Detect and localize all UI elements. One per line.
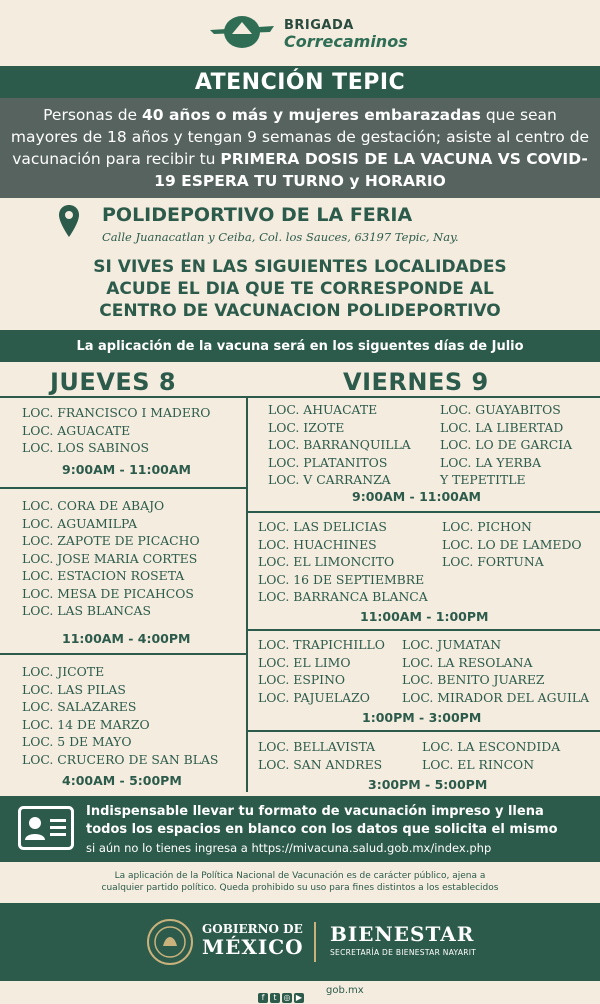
venue-address: Calle Juanacatlan y Ceiba, Col. los Sauces, 63197 Tepic, Nay.: [102, 230, 459, 244]
list-item: LOC. SAN ANDRES: [258, 756, 383, 772]
gob-mx-link[interactable]: gob.mx: [326, 985, 364, 996]
time-slot: 4:00AM - 5:00PM: [62, 773, 182, 788]
locality-list: [22, 497, 200, 620]
brand-name: BRIGADA: [284, 18, 354, 33]
list-item: LOC. 5 DE MAYO: [22, 734, 132, 749]
locality-list: [442, 518, 582, 571]
list-item: LOC. BELLAVISTA: [258, 739, 376, 754]
disclaimer: [40, 870, 560, 894]
twitter-icon[interactable]: t: [270, 993, 280, 1003]
requirements-text: [86, 803, 596, 857]
localities-notice: [0, 256, 600, 322]
list-item: LOC. LAS PILAS: [22, 681, 126, 697]
left-divider: [0, 653, 246, 655]
requirements-line: todos los espacios en blanco con los datos que solicita el mismo: [86, 822, 558, 837]
list-item: LOC. FORTUNA: [442, 554, 544, 569]
list-item: LOC. LO DE LAMEDO: [442, 536, 582, 552]
page-title: ATENCIÓN TEPIC: [194, 70, 406, 95]
list-item: LOC. GUAYABITOS: [440, 402, 561, 417]
list-item: LOC. LO DE GARCIA: [440, 437, 573, 452]
top-divider: [0, 396, 600, 398]
list-item: LOC. JOSE MARIA CORTES: [22, 550, 198, 566]
disclaimer-line: cualquier partido político. Queda prohibido su uso para fines distintos a los establecidos: [101, 883, 499, 893]
intro-highlight: PRIMERA DOSIS DE LA VACUNA VS COVID-19 ESPERA TU TURNO y HORARIO: [154, 150, 588, 190]
social-links: [258, 985, 306, 1002]
logo-separator: [314, 922, 316, 962]
list-item: LOC. EL RINCON: [422, 756, 535, 772]
notice-line: ACUDE EL DIA QUE TE CORRESPONDE AL: [106, 279, 494, 299]
list-item: LOC. EL LIMO: [258, 654, 351, 670]
id-card-icon: [18, 806, 74, 850]
day-thursday: JUEVES 8: [50, 368, 177, 396]
time-slot: 11:00AM - 4:00PM: [62, 631, 191, 646]
list-item: LOC. PLATANITOS: [268, 454, 388, 470]
list-item: LOC. LA YERBA: [440, 454, 542, 470]
list-item: LOC. PAJUELAZO: [258, 689, 370, 705]
list-item: LOC. 14 DE MARZO: [22, 716, 150, 732]
bienestar-subtitle: SECRETARÍA DE BIENESTAR NAYARIT: [330, 948, 477, 957]
list-item: LOC. AHUACATE: [268, 402, 378, 417]
locality-list: [258, 738, 382, 773]
locality-list: [22, 404, 210, 457]
locality-list: [258, 518, 428, 606]
facebook-icon[interactable]: f: [258, 993, 268, 1003]
intro-part: que sean mayores de 18 años y tengan 9 semanas de gestación; asiste al centro de vacunación para recibir tu: [10, 106, 590, 168]
locality-list: [268, 401, 411, 489]
list-item: LOC. AGUAMILPA: [22, 515, 138, 531]
left-divider: [0, 487, 246, 489]
time-slot: 1:00PM - 3:00PM: [362, 710, 482, 725]
list-item: LOC. CRUCERO DE SAN BLAS: [22, 751, 219, 767]
list-item: LOC. LAS DELICIAS: [258, 519, 387, 534]
list-item: LOC. MESA DE PICAHCOS: [22, 585, 194, 601]
location-pin-icon: [58, 204, 80, 238]
list-item: LOC. BENITO JUAREZ: [402, 672, 545, 687]
registration-link[interactable]: si aún no lo tienes ingresa a https://mivacuna.salud.gob.mx/index.php: [86, 841, 492, 855]
column-divider: [246, 396, 248, 792]
time-slot: 9:00AM - 11:00AM: [352, 489, 481, 504]
list-item: LOC. CORA DE ABAJO: [22, 498, 165, 513]
list-item: LOC. LOS SABINOS: [22, 440, 150, 455]
list-item: LOC. HUACHINES: [258, 536, 377, 552]
list-item: LOC. JUMATAN: [402, 637, 502, 652]
time-slot: 9:00AM - 11:00AM: [62, 462, 191, 477]
locality-list: [440, 401, 572, 489]
mexico-seal-icon: [146, 918, 194, 966]
day-friday: VIERNES 9: [343, 368, 489, 396]
intro-highlight: 40 años o más y mujeres embarazadas: [142, 106, 481, 124]
list-item: LOC. TRAPICHILLO: [258, 637, 385, 652]
requirements-line: Indispensable llevar tu formato de vacunación impreso y llena: [86, 804, 544, 819]
notice-line: SI VIVES EN LAS SIGUIENTES LOCALIDADES: [93, 257, 507, 277]
intro-text: [10, 104, 590, 192]
list-item: LOC. PICHON: [442, 519, 532, 534]
youtube-icon[interactable]: ▶: [295, 993, 303, 1002]
list-item: LOC. ESTACION ROSETA: [22, 568, 185, 583]
right-divider: [248, 629, 600, 631]
list-item: LOC. 16 DE SEPTIEMBRE: [258, 571, 425, 587]
list-item: LOC. LA ESCONDIDA: [422, 739, 561, 754]
list-item: LOC. LA LIBERTAD: [440, 419, 564, 435]
locality-list: [422, 738, 560, 773]
right-divider: [248, 511, 600, 513]
disclaimer-line: La aplicación de la Política Nacional de Vacunación es de carácter público, ajena a: [114, 871, 486, 881]
bienestar-name: BIENESTAR: [330, 922, 475, 946]
list-item: LOC. SALAZARES: [22, 699, 137, 714]
list-item: LOC. LAS BLANCAS: [22, 603, 151, 618]
dates-band-text: La aplicación de la vacuna será en los siguentes días de Julio: [76, 339, 524, 354]
list-item: Y TEPETITLE: [440, 472, 526, 487]
instagram-icon[interactable]: ◎: [283, 993, 291, 1002]
list-item: LOC. BARRANCA BLANCA: [258, 589, 428, 604]
list-item: LOC. FRANCISCO I MADERO: [22, 405, 211, 420]
gob-label: GOBIERNO DE: [202, 922, 303, 936]
brand-subtitle: Correcaminos: [284, 32, 408, 51]
gob-country: MÉXICO: [202, 935, 304, 959]
notice-line: CENTRO DE VACUNACION POLIDEPORTIVO: [99, 301, 501, 321]
list-item: LOC. AGUACATE: [22, 422, 131, 438]
list-item: LOC. V CARRANZA: [268, 472, 391, 487]
brigada-logo-icon: [210, 12, 274, 52]
list-item: LOC. JICOTE: [22, 664, 105, 679]
locality-list: [402, 636, 589, 706]
intro-part: Personas de: [43, 106, 142, 124]
list-item: LOC. MIRADOR DEL AGUILA: [402, 689, 590, 705]
locality-list: [22, 663, 218, 768]
venue-name: POLIDEPORTIVO DE LA FERIA: [102, 204, 413, 226]
list-item: LOC. ZAPOTE DE PICACHO: [22, 533, 200, 548]
list-item: LOC. EL LIMONCITO: [258, 554, 395, 569]
time-slot: 3:00PM - 5:00PM: [368, 777, 488, 792]
list-item: LOC. IZOTE: [268, 419, 345, 435]
list-item: LOC. LA RESOLANA: [402, 654, 533, 670]
list-item: LOC. BARRANQUILLA: [268, 437, 411, 452]
list-item: LOC. ESPINO: [258, 672, 346, 687]
locality-list: [258, 636, 385, 706]
time-slot: 11:00AM - 1:00PM: [360, 609, 489, 624]
right-divider: [248, 730, 600, 732]
